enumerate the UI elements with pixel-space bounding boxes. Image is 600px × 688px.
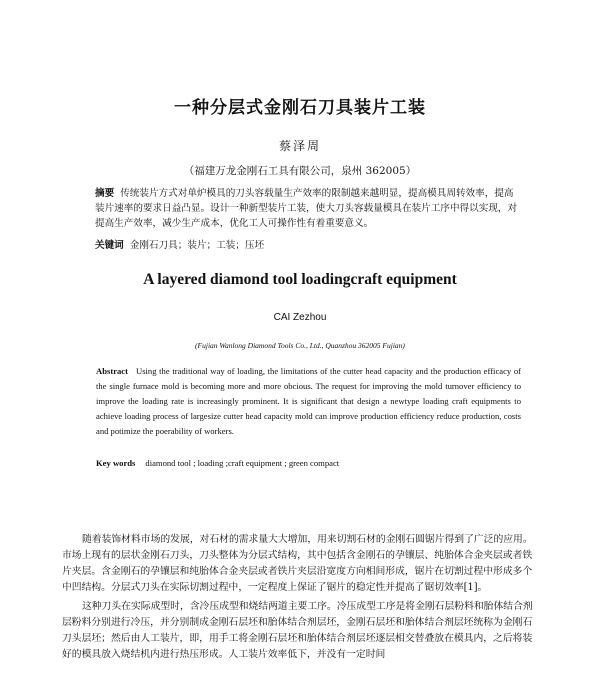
chinese-abstract-label: 摘要	[95, 188, 115, 199]
chinese-title: 一种分层式金刚石刀具装片工装	[174, 98, 426, 118]
english-author: CAI Zezhou	[273, 312, 327, 323]
body-paragraph: 随着装饰材料市场的发展，对石材的需求量大大增加，用来切割石材的金刚石圆锯片得到了广泛的应用。市场上现有的层状金刚石刀头，刀头整体为分层式结构，其中包括含金刚石的孕镶层、纯胎体合金夹层或者铁片夹层。含金刚石的孕镶层和纯胎体合金夹层或者铁片夹层沿宽度方向相间形成，锯片在切割过程中形成多个中凹结构。分层式刀头在实际切割过程中，一定程度上保证了锯片的稳定性并提高了锯切效率[1]。	[62, 534, 533, 593]
english-abstract-label: Abstract	[96, 366, 128, 376]
chinese-abstract	[95, 186, 520, 231]
body-paragraph: 这种刀头在实际成型时，含冷压成型和烧结两道主要工序。冷压成型工序是将金刚石层粉料和胎体结合剂层粉料分别进行冷压，并分别制成金刚石层坯和胎体结合剂层坯，金刚石层坯和胎体结合剂层坯统称为金刚石刀头层坯；然后由人工装片，即，用手工将金刚石层坯和胎体结合剂层坯逐层相交替叠放在模具内，之后将装好的模具放入烧结机内进行热压形成。人工装片效率低下，并没有一定时间	[62, 601, 533, 660]
chinese-affiliation: （福建万龙金刚石工具有限公司，泉州 362005）	[183, 165, 417, 177]
chinese-abstract-text: 传统装片方式对单炉模具的刀头容载量生产效率的限制越来越明显，提高模具周转效率，提高装片速率的要求日益凸显。设计一种新型装片工装，使大刀头容载量模具在装片工序中得以实现，对提高生产效率，减少生产成本，优化工人可操作性有着重要意义。	[95, 188, 518, 229]
chinese-keywords	[95, 238, 520, 253]
english-affiliation: (Fujian Wanlong Diamond Tools Co., Ltd., Quanzhou 362005 Fujian)	[195, 341, 405, 350]
chinese-keywords-text: 金刚石刀具；装片；工装；压坯	[129, 240, 265, 251]
english-keywords-text: diamond tool ; loading ;craft equipment ; green compact	[145, 458, 340, 468]
english-abstract-text: Using the traditional way of loading, the limitations of the cutter head capacity and the production efficacy of the single furnace mold is becoming more and more obcious. The request for improving the mold turnover efficiency to improve the loading rate is increasingly prominent. It is significant that design a newtype loading craft equipments to achieve loading process of largesize cutter head capacity mold can improve production efficiency reduce production, costs and potimize the poerability of workers.	[96, 366, 521, 436]
english-keywords	[96, 456, 521, 471]
english-keywords-label: Key words	[96, 458, 136, 468]
english-title: A layered diamond tool loadingcraft equipment	[143, 271, 457, 288]
chinese-author: 蔡泽周	[278, 139, 321, 153]
body-text	[62, 532, 540, 663]
chinese-keywords-label: 关键词	[95, 240, 124, 251]
english-abstract	[96, 364, 521, 439]
